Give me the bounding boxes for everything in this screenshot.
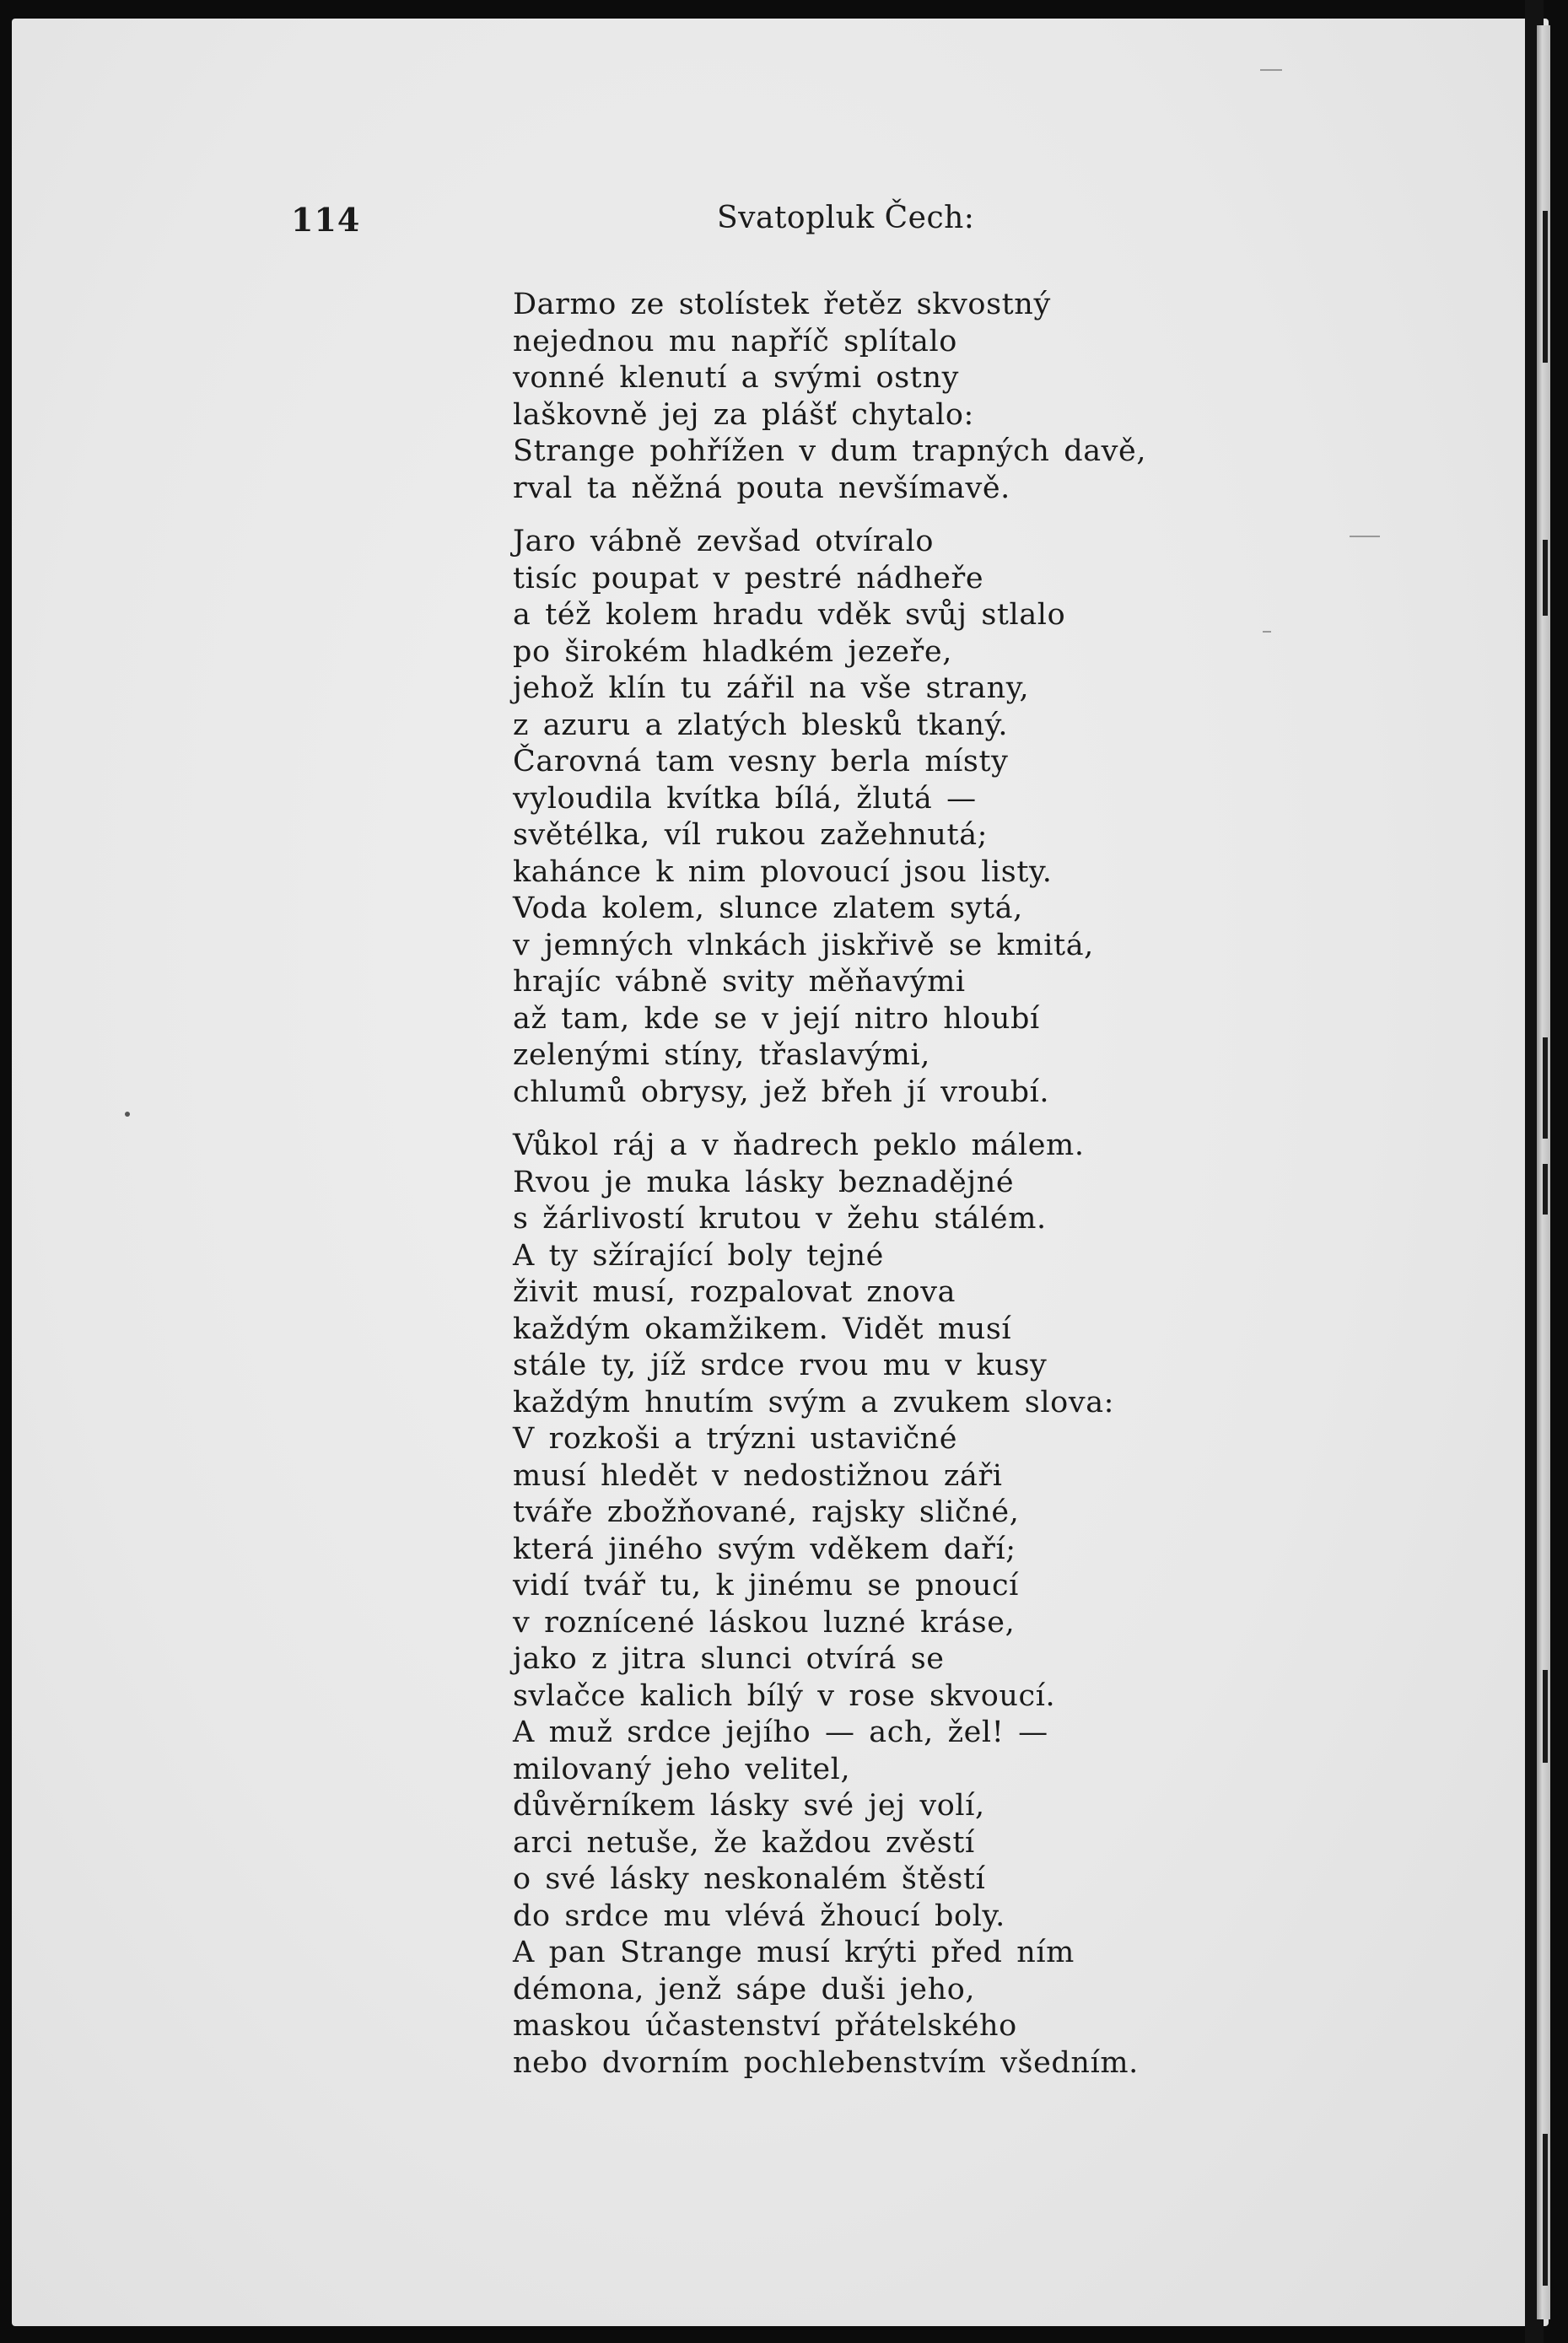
paper-speck	[125, 1112, 130, 1117]
poem-line: zelenými stíny, třaslavými,	[513, 1038, 930, 1072]
poem-line: až tam, kde se v její nitro hloubí	[513, 1001, 1040, 1036]
poem-line: maskou účastenství přátelského	[513, 2009, 1017, 2043]
poem-line: do srdce mu vlévá žhoucí boly.	[513, 1899, 1005, 1933]
poem-line: milovaný jeho velitel,	[513, 1752, 851, 1786]
poem-line: po širokém hladkém jezeře,	[513, 634, 952, 669]
poem-line: vyloudila kvítka bílá, žlutá —	[513, 781, 977, 816]
poem-line: hrajíc vábně svity měňavými	[513, 965, 966, 999]
poem-line: Strange pohřížen v dum trapných davě,	[513, 434, 1147, 468]
poem-line: o své lásky neskonalém štěstí	[513, 1862, 986, 1896]
poem-text	[513, 287, 1154, 2098]
poem-line: nejednou mu napříč splítalo	[513, 324, 957, 358]
edge-mark	[1543, 1164, 1548, 1215]
poem-line: jako z jitra slunci otvírá se	[513, 1642, 945, 1676]
edge-mark	[1543, 2134, 1548, 2286]
poem-line: kahánce k nim plovoucí jsou listy.	[513, 854, 1053, 889]
running-head	[291, 201, 1303, 251]
poem-line: vidí tvář tu, k jinému se pnoucí	[513, 1569, 1019, 1602]
poem-line: tváře zbožňované, rajsky sličné,	[513, 1495, 1020, 1529]
poem-line: jehož klín tu zářil na vše strany,	[513, 671, 1030, 705]
poem-line: každým okamžikem. Vidět musí	[513, 1312, 1012, 1346]
poem-line: A muž srdce jejího — ach, žel! —	[513, 1716, 1048, 1749]
paper-mark	[1350, 536, 1380, 537]
poem-line: V rozkoši a trýzni ustavičné	[513, 1422, 958, 1456]
poem-line: stále ty, jíž srdce rvou mu v kusy	[513, 1349, 1048, 1382]
poem-line: v jemných vlnkách jiskřivě se kmitá,	[513, 928, 1094, 962]
poem-line: svlačce kalich bílý v rose skvoucí.	[513, 1678, 1056, 1713]
poem-line: rval ta něžná pouta nevšímavě.	[513, 471, 1010, 505]
edge-mark	[1543, 540, 1548, 616]
poem-line: v roznícené láskou luzné kráse,	[513, 1605, 1016, 1640]
poem-line: důvěrníkem lásky své jej volí,	[513, 1789, 985, 1823]
poem-line: a též kolem hradu vděk svůj stlalo	[513, 598, 1066, 632]
poem-line: A ty sžírající boly tejné	[513, 1238, 884, 1273]
stanza	[513, 1128, 1154, 2082]
poem-line: Voda kolem, slunce zlatem sytá,	[513, 891, 1023, 925]
paper-mark	[1263, 631, 1271, 633]
stanza	[513, 524, 1154, 1111]
poem-line: z azuru a zlatých blesků tkaný.	[513, 708, 1009, 742]
poem-line: Jaro vábně zevšad otvíralo	[513, 525, 935, 558]
edge-mark	[1543, 1037, 1548, 1139]
poem-line: chlumů obrysy, jež břeh jí vroubí.	[513, 1075, 1050, 1109]
poem-line: démona, jenž sápe duši jeho,	[513, 1972, 976, 2006]
poem-line: Rvou je muka lásky beznadějné	[513, 1165, 1015, 1199]
poem-line: živit musí, rozpalovat znova	[513, 1275, 956, 1309]
poem-line: Čarovná tam vesny berla místy	[513, 745, 1009, 778]
poem-line: arci netuše, že každou zvěstí	[513, 1825, 975, 1860]
poem-line: A pan Strange musí krýti před ním	[513, 1936, 1075, 1969]
poem-line: s žárlivostí krutou v žehu stálém.	[513, 1202, 1047, 1236]
running-title: Svatopluk Čech:	[717, 201, 975, 235]
edge-mark	[1543, 1670, 1548, 1763]
poem-line: každým hnutím svým a zvukem slova:	[513, 1385, 1115, 1419]
poem-line: která jiného svým vděkem daří;	[513, 1532, 1016, 1566]
poem-line: laškovně jej za plášť chytalo:	[513, 397, 974, 432]
edge-mark	[1543, 211, 1548, 363]
paper-mark	[1260, 69, 1282, 71]
stanza	[513, 287, 1154, 507]
poem-line: Darmo ze stolístek řetěz skvostný	[513, 288, 1051, 321]
poem-line: světélka, víl rukou zažehnutá;	[513, 818, 989, 852]
poem-line: nebo dvorním pochlebenstvím všedním.	[513, 2045, 1139, 2080]
page-number: 114	[291, 201, 361, 239]
poem-line: Vůkol ráj a v ňadrech peklo málem.	[513, 1128, 1085, 1162]
poem-line: vonné klenutí a svými ostny	[513, 361, 959, 395]
poem-line: musí hledět v nedostižnou záři	[513, 1458, 1003, 1493]
poem-line: tisíc poupat v pestré nádheře	[513, 561, 984, 595]
